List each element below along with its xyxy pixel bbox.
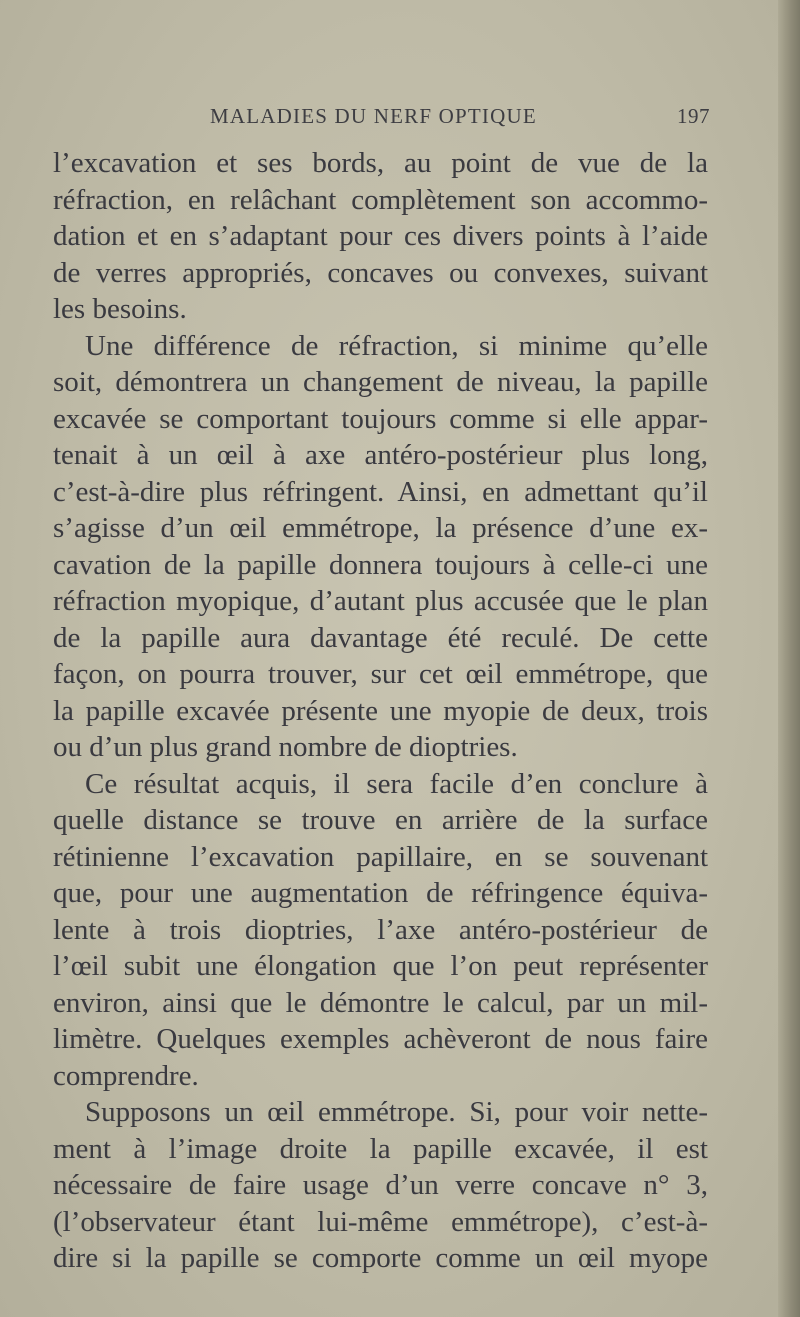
- page-edge-shadow: [778, 0, 800, 1317]
- text-line: s’agisse d’un œil emmétrope, la présence d’une ex-: [53, 512, 708, 544]
- text-line: ment à l’image droite la papille excavée, il est: [53, 1132, 708, 1165]
- running-head-title: MALADIES DU NERF OPTIQUE: [210, 104, 537, 128]
- text-line: réfraction myopique, d’autant plus accusée que le plan: [53, 585, 708, 617]
- text-line: (l’observateur étant lui-même emmétrope), c’est-à-: [53, 1205, 708, 1238]
- text-line: environ, ainsi que le démontre le calcul, par un mil-: [53, 986, 708, 1019]
- text-line: cavation de la papille donnera toujours à celle-ci une: [53, 548, 708, 581]
- text-line: Supposons un œil emmétrope. Si, pour voir nette-: [85, 1096, 708, 1128]
- text-line: soit, démontrera un changement de niveau, la papille: [53, 366, 708, 398]
- text-line: Une différence de réfraction, si minime qu’elle: [85, 329, 708, 362]
- text-line: que, pour une augmentation de réfringence équiva-: [53, 877, 708, 909]
- text-line: ou d’un plus grand nombre de dioptries.: [53, 731, 518, 763]
- text-line: c’est-à-dire plus réfringent. Ainsi, en admettant qu’il: [53, 475, 708, 508]
- text-line: comprendre.: [53, 1059, 199, 1092]
- text-line: excavée se comportant toujours comme si elle appar-: [53, 402, 708, 435]
- text-line: dire si la papille se comporte comme un œil myope: [53, 1242, 708, 1274]
- text-line: Ce résultat acquis, il sera facile d’en conclure à: [85, 767, 708, 800]
- text-line: nécessaire de faire usage d’un verre concave n° 3,: [53, 1169, 708, 1201]
- text-line: dation et en s’adaptant pour ces divers points à l’aide: [53, 220, 708, 252]
- text-line: quelle distance se trouve en arrière de la surface: [53, 804, 708, 836]
- body-text: [53, 145, 708, 1277]
- text-line: l’œil subit une élongation que l’on peut représenter: [53, 950, 708, 982]
- text-line: tenait à un œil à axe antéro-postérieur plus long,: [53, 439, 708, 471]
- text-line: façon, on pourra trouver, sur cet œil emmétrope, que: [53, 658, 708, 690]
- text-line: rétinienne l’excavation papillaire, en se souvenant: [53, 840, 708, 873]
- text-line: lente à trois dioptries, l’axe antéro-postérieur de: [53, 913, 708, 946]
- text-line: l’excavation et ses bords, au point de vue de la: [53, 147, 708, 179]
- text-line: de verres appropriés, concaves ou convexes, suivant: [53, 256, 708, 289]
- text-line: la papille excavée présente une myopie de deux, trois: [53, 694, 708, 727]
- text-line: les besoins.: [53, 293, 187, 325]
- page-number: 197: [677, 104, 710, 128]
- text-line: réfraction, en relâchant complètement son accommo-: [53, 183, 708, 216]
- running-head: [210, 100, 710, 132]
- text-line: de la papille aura davantage été reculé. De cette: [53, 621, 708, 654]
- text-line: limètre. Quelques exemples achèveront de nous faire: [53, 1023, 708, 1055]
